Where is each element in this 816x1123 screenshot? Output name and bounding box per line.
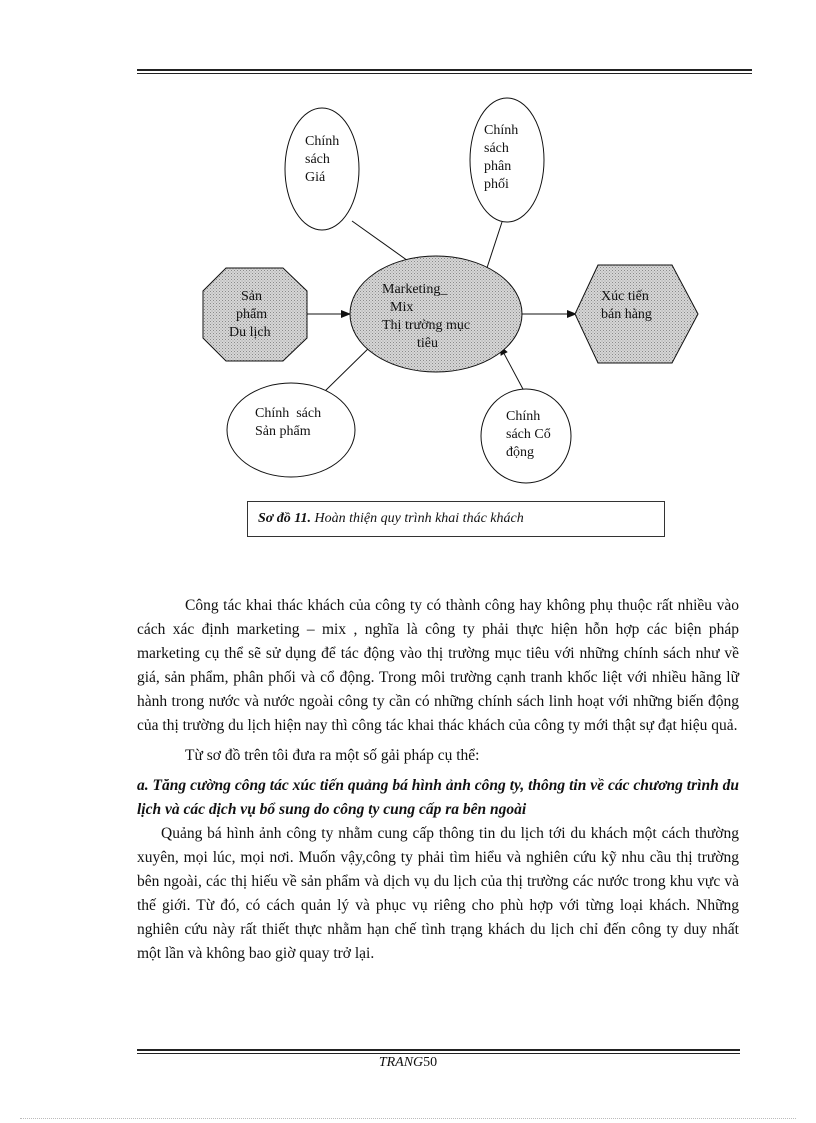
tour-product-line-1: Sản bbox=[241, 289, 262, 304]
product-policy-line-1: Chính sách bbox=[255, 406, 322, 421]
promotion-policy-line-3: động bbox=[506, 445, 534, 460]
center-line-3: Thị trường mục bbox=[382, 318, 471, 333]
paragraph-1: Công tác khai thác khách của công ty có thành công hay không phụ thuộc rất nhiều vào cách xác định marketing – mix , nghĩa là công ty phải thực hiện hỗn hợp các biện pháp marketing cụ thể sẽ sử dụng để tác động vào thị trường mục tiêu với những chính sách như về giá, sản phẩm, phân phối và cổ động. Trong môi trường cạnh tranh khốc liệt với nhiều hãng lữ hành trong nước và nước ngoài công ty cần có những chính sách linh hoạt với những biến động của thị trường du lịch hiện nay thì công tác khai thác khách của công ty mới thật sự đạt hiệu quả. bbox=[137, 597, 739, 734]
marketing-mix-center-node bbox=[350, 256, 522, 372]
paragraph-3: Quảng bá hình ảnh công ty nhằm cung cấp thông tin du lịch tới du khách một cách thường xuyên, mọi lúc, mọi nơi. Muốn vậy,công ty phải tìm hiểu và nghiên cứu kỹ nhu cầu thị trường bên ngoài, các thị hiếu về sản phẩm và dịch vụ du lịch của thị trường các nước trong khu vực và thế giới. Từ đó, có cách quản lý và phục vụ riêng cho phù hợp với từng loại khách. Những nghiên cứu này rất thiết thực nhằm hạn chế tình trạng khách du lịch chỉ đến công ty duy nhất một lần và không bao giờ quay trở lại. bbox=[137, 825, 739, 962]
section-heading-a: a. Tăng cường công tác xúc tiến quảng bá hình ảnh công ty, thông tin về các chương trình du lịch và các dịch vụ bổ sung do công ty cung cấp ra bên ngoài bbox=[137, 777, 739, 818]
distribution-policy-line-4: phối bbox=[484, 177, 509, 192]
marketing-mix-diagram bbox=[0, 0, 816, 560]
promotion-policy-line-1: Chính bbox=[506, 409, 541, 424]
caption-text: Hoàn thiện quy trình khai thác khách bbox=[311, 511, 524, 526]
promotion-sales-line-2: bán hàng bbox=[601, 307, 652, 322]
caption-label: Sơ đồ 11. bbox=[258, 511, 312, 526]
price-policy-node bbox=[285, 108, 359, 230]
arrow-promotionpolicy-to-center bbox=[500, 346, 524, 391]
product-policy-node bbox=[227, 383, 355, 477]
promotion-sales-node bbox=[575, 265, 698, 363]
price-policy-line-1: Chính bbox=[305, 134, 340, 149]
tour-product-line-2: phẩm bbox=[236, 307, 268, 322]
page-number: 50 bbox=[423, 1055, 438, 1070]
center-line-2: Mix bbox=[390, 300, 414, 315]
paragraph-2: Từ sơ đồ trên tôi đưa ra một số gải pháp cụ thể: bbox=[185, 747, 480, 764]
center-line-4: tiêu bbox=[417, 336, 438, 351]
distribution-policy-line-2: sách bbox=[484, 141, 509, 156]
promotion-sales-line-1: Xúc tiến bbox=[601, 289, 649, 304]
product-policy-line-2: Sản phẩm bbox=[255, 424, 311, 439]
body-text bbox=[137, 594, 739, 966]
footer-rule bbox=[137, 1049, 740, 1054]
distribution-policy-line-1: Chính bbox=[484, 123, 519, 138]
tour-product-line-3: Du lịch bbox=[229, 325, 271, 340]
footer-label: TRANG bbox=[378, 1055, 424, 1070]
distribution-policy-node bbox=[470, 98, 544, 222]
promotion-policy-line-2: sách Cổ bbox=[506, 427, 551, 442]
center-line-1: Marketing_ bbox=[382, 282, 448, 297]
page-footer bbox=[0, 1055, 816, 1071]
price-policy-line-2: sách bbox=[305, 152, 330, 167]
promotion-policy-node bbox=[481, 389, 571, 483]
diagram-caption bbox=[247, 501, 665, 537]
distribution-policy-line-3: phân bbox=[484, 159, 512, 174]
bottom-dotted-border bbox=[20, 1118, 796, 1119]
price-policy-line-3: Giá bbox=[305, 170, 326, 185]
tour-product-node bbox=[203, 268, 307, 361]
